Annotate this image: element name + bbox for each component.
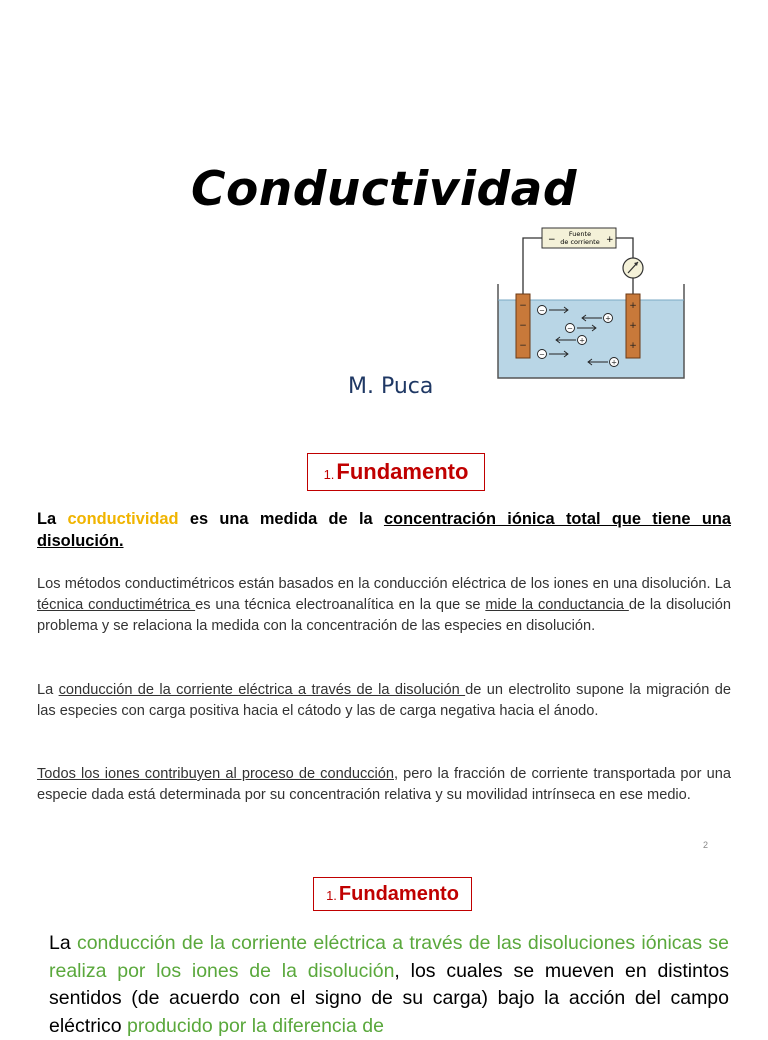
svg-text:−: − [519, 341, 527, 351]
svg-text:−: − [519, 301, 527, 311]
page-number: 2 [703, 840, 709, 850]
highlighted-text: conducción de la corriente eléctrica a través de las disoluciones iónicas se realiza por los iones de la disolución [49, 932, 729, 982]
paragraph-ionic-conduction: La conducción de la corriente eléctrica a través de las disoluciones iónicas se realiza por los iones de la disolución, los cuales se mueven en distintos sentidos (de acuerdo con el signo de su carga) bajo la acción del campo eléctrico producido por la diferencia de [49, 932, 729, 1037]
highlighted-text: producido por la diferencia de [127, 1014, 384, 1037]
svg-text:+: + [629, 301, 637, 311]
definition-text-middle: es una medida de la [178, 510, 384, 528]
power-minus-sign: − [548, 235, 556, 245]
underlined-term: conducción de la corriente eléctrica a través de la disolución [58, 682, 466, 698]
power-label-line1: Fuente [568, 230, 592, 238]
section-number: 1. [326, 888, 337, 903]
section-heading-fundamento [307, 453, 485, 491]
section-label: Fundamento [336, 459, 469, 484]
svg-text:+: + [579, 336, 585, 345]
svg-text:−: − [539, 350, 545, 359]
svg-text:+: + [611, 358, 617, 367]
svg-text:+: + [605, 314, 611, 323]
definition-text-start: La [37, 510, 68, 528]
svg-text:+: + [629, 341, 637, 351]
underlined-term: mide la conductancia [485, 597, 629, 613]
underlined-term: técnica conductimétrica [37, 597, 196, 613]
paragraph-methods: Los métodos conductimétricos están basados en la conducción eléctrica de los iones en una disolución. La técnica conductimétrica es una técnica electroanalítica en la que se mide la conductancia de la disolución problema y se relaciona la medida con la concentración de las especies en disolución. [37, 576, 731, 634]
definition-underlined: concentración iónica total que tiene una disolución. [37, 510, 731, 550]
svg-text:−: − [567, 324, 573, 333]
svg-text:+: + [629, 321, 637, 331]
section-heading-fundamento-2 [313, 877, 472, 911]
section-number: 1. [323, 467, 335, 482]
definition-keyword: conductividad [67, 510, 179, 528]
document-title: Conductividad [190, 162, 578, 217]
paragraph-ions: Todos los iones contribuyen al proceso de conducción, pero la fracción de corriente transportada por una especie dada está determinada por su concentración relativa y su movilidad intrínseca en ese medio. [37, 766, 731, 803]
svg-text:−: − [519, 321, 527, 331]
conductivity-cell-diagram [490, 224, 690, 384]
author-name: M. Puca [348, 374, 434, 399]
power-plus-sign: + [606, 235, 614, 245]
paragraph-conduction: La conducción de la corriente eléctrica a través de la disolución de un electrolito supone la migración de las especies con carga positiva hacia el cátodo y las de carga negativa hacia el ánodo. [37, 682, 731, 719]
definition-paragraph [37, 508, 731, 552]
section-label: Fundamento [338, 883, 459, 905]
svg-text:−: − [539, 306, 545, 315]
underlined-term: Todos los iones contribuyen al proceso de conducción [37, 766, 395, 782]
power-label-line2: de corriente [560, 238, 600, 246]
